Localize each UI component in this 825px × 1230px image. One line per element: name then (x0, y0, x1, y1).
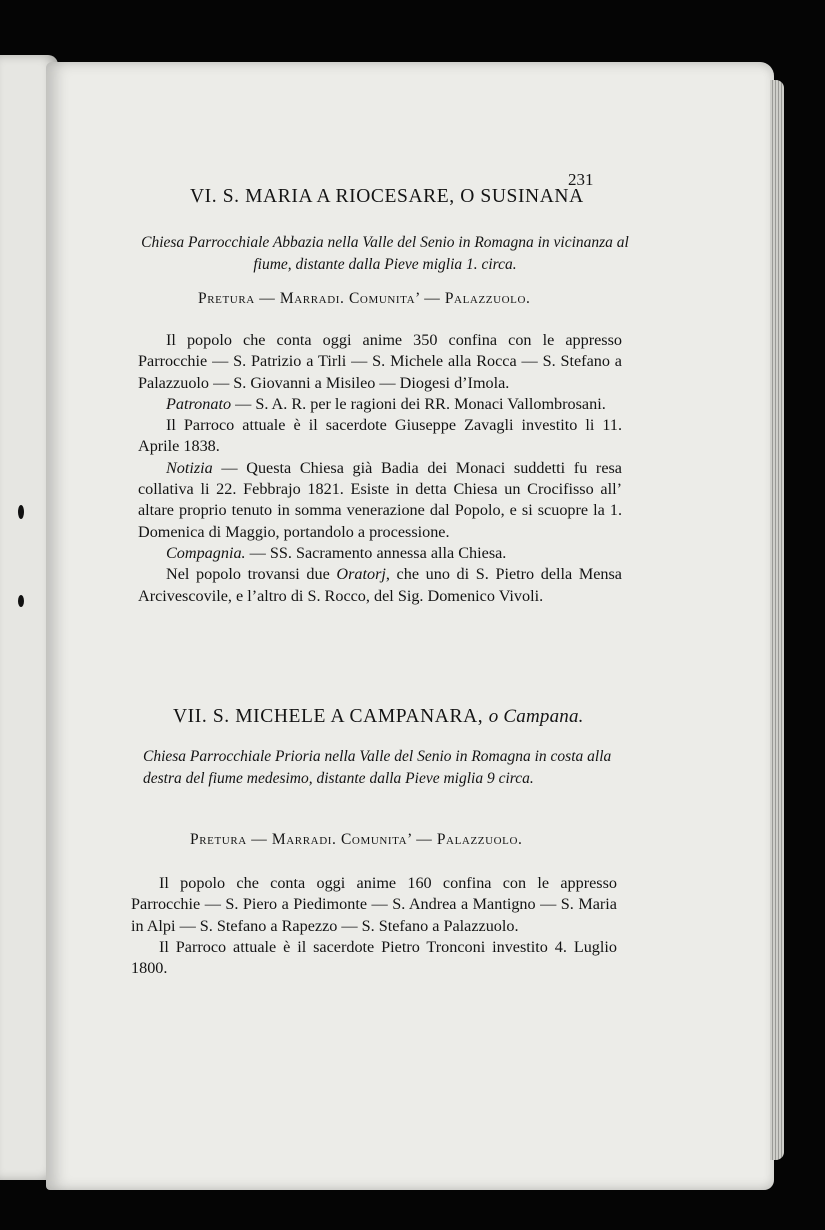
margin-mark (18, 595, 24, 607)
jurisdiction-line: Pretura — Marradi. Comunita’ — Palazzuolo. (190, 831, 523, 848)
section-heading (173, 706, 584, 728)
section-body (138, 330, 622, 607)
page-number: 231 (568, 170, 594, 189)
section-heading: VI. S. MARIA A RIOCESARE, O SUSINANA (190, 186, 584, 207)
paragraph: Il Parroco attuale è il sacerdote Pietro Tronconi investito 4. Luglio 1800. (131, 937, 617, 978)
jurisdiction-line: Pretura — Marradi. Comunita’ — Palazzuolo. (198, 290, 531, 307)
patronato-text: — S. A. R. per le ragioni dei RR. Monaci Vallombrosani. (231, 394, 606, 413)
paragraph (138, 543, 622, 564)
oratori-text-a: Nel popolo trovansi due (166, 565, 337, 584)
notizia-label: Notizia (166, 458, 213, 477)
paragraph: Il Parroco attuale è il sacerdote Giuseppe Zavagli investito li 11. Aprile 1838. (138, 416, 622, 456)
section-heading-main: VII. S. MICHELE A CAMPANARA, (173, 706, 484, 727)
page-stack-edge (770, 80, 784, 1160)
section-heading-italic: o Campana. (488, 706, 584, 727)
oratori-label: Oratorj (336, 565, 386, 584)
margin-mark (18, 505, 24, 519)
paragraph: Il popolo che conta oggi anime 160 confina con le appresso Parrocchie — S. Piero a Piedimonte — S. Andrea a Mantigno — S. Maria in Alpi — S. Stefano a Rapezzo — S. Stefano a Palazzuolo. (131, 874, 617, 935)
church-description: Chiesa Parrocchiale Prioria nella Valle del Senio in Romagna in costa alla destra del fiume medesimo, distante dalla Pieve miglia 9 circa. (143, 748, 612, 787)
compagnia-text: — SS. Sacramento annessa alla Chiesa. (245, 543, 507, 562)
paragraph (138, 564, 622, 607)
paragraph (138, 458, 622, 543)
paragraph: Il popolo che conta oggi anime 350 confina con le appresso Parrocchie — S. Patrizio a Tirli — S. Michele alla Rocca — S. Stefano a Palazzuolo — S. Giovanni a Misileo — Diogesi d’Imola. (138, 331, 622, 392)
compagnia-label: Compagnia. (166, 543, 246, 562)
patronato-label: Patronato (166, 394, 232, 413)
notizia-text: — Questa Chiesa già Badia dei Monaci suddetti fu resa collativa li 22. Febbrajo 1821. Esiste in detta Chiesa un Crocifisso all’ altare proprio tenuto in somma venerazione dal Popolo, e si scuopre la 1. Domenica di Maggio, portandolo a processione. (138, 458, 622, 541)
paragraph (138, 394, 622, 415)
church-description: Chiesa Parrocchiale Abbazia nella Valle del Senio in Romagna in vicinanza al fiume, distante dalla Pieve miglia 1. circa. (141, 234, 629, 273)
section-body (131, 873, 617, 979)
oratori-text-b: , che uno di S. Pietro della Mensa Arcivescovile, e l’altro di S. Rocco, del Sig. Domenico Vivoli. (138, 565, 622, 605)
